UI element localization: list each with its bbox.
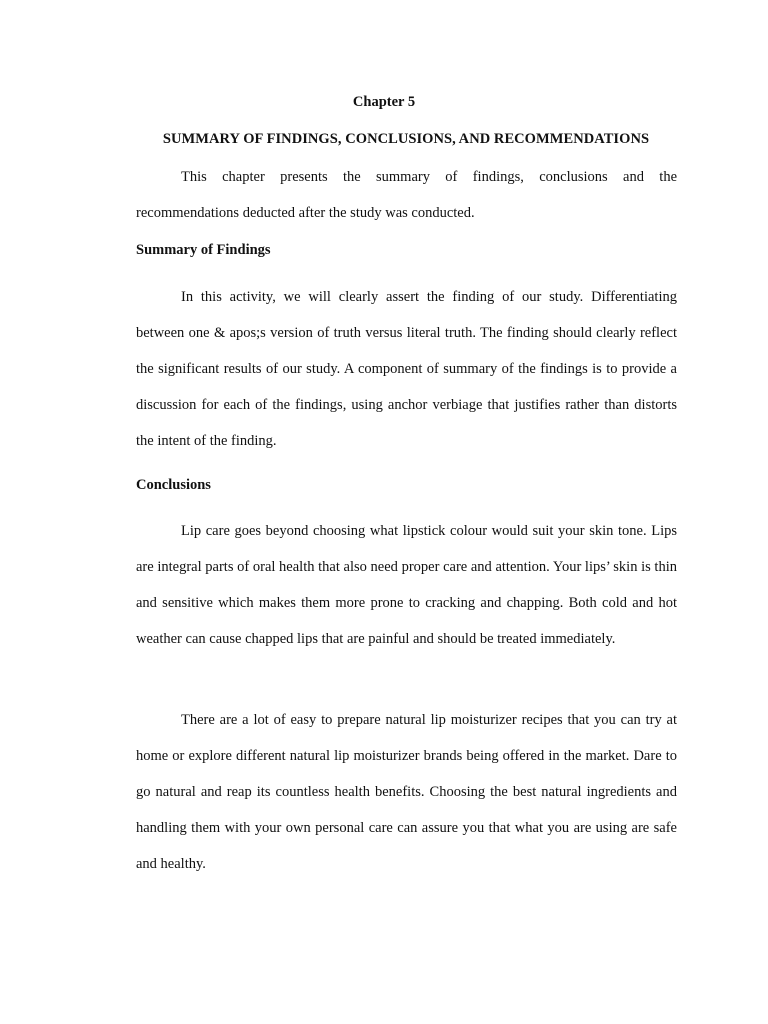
chapter-title: SUMMARY OF FINDINGS, CONCLUSIONS, AND RECOMMENDATIONS xyxy=(162,131,650,147)
summary-of-findings-heading: Summary of Findings xyxy=(136,242,271,258)
intro-paragraph: This chapter presents the summary of findings, conclusions and the recommendations deducted after the study was conducted. xyxy=(136,169,677,221)
conclusions-heading: Conclusions xyxy=(136,477,211,493)
summary-paragraph: In this activity, we will clearly assert the finding of our study. Differentiating between one & apos;s version of truth versus literal truth. The finding should clearly reflect the significant results of our study. A component of summary of the findings is to provide a discussion for each of the findings, using anchor verbiage that justifies rather than distorts the intent of the finding. xyxy=(136,289,677,449)
conclusions-paragraph-1: Lip care goes beyond choosing what lipstick colour would suit your skin tone. Lips are integral parts of oral health that also need proper care and attention. Your lips’ skin is thin and sensitive which makes them more prone to cracking and chapping. Both cold and hot weather can cause chapped lips that are painful and should be treated immediately. xyxy=(136,523,677,647)
conclusions-paragraph-2: There are a lot of easy to prepare natural lip moisturizer recipes that you can try at home or explore different natural lip moisturizer brands being offered in the market. Dare to go natural and reap its countless health benefits. Choosing the best natural ingredients and handling them with your own personal care can assure you that what you are using are safe and healthy. xyxy=(136,712,677,872)
chapter-label: Chapter 5 xyxy=(352,94,416,110)
